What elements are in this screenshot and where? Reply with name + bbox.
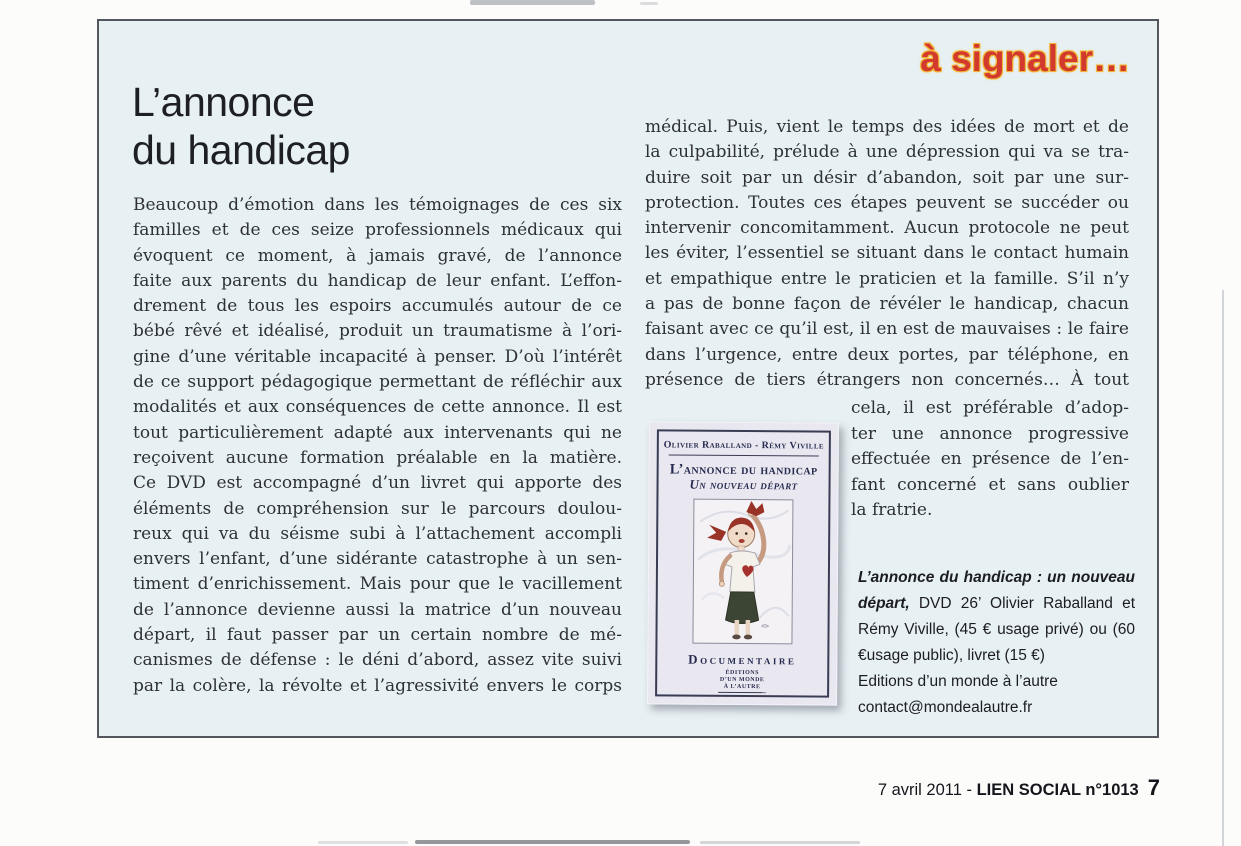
text-line: bébé rêvé et idéalisé, produit un traumatisme à l’ori- — [133, 321, 622, 342]
text-line: faite aux parents du handicap de leur enfant. L’effon- — [133, 270, 622, 291]
dvd-caption-title: L’annonce du handicap : un nouveau départ, — [858, 569, 1135, 612]
footer-date: 7 avril 2011 - — [877, 781, 977, 799]
text-line: médical. Puis, vient le temps des idées de mort et de — [645, 117, 1129, 137]
text-line: présence de tiers étrangers non concernés… À tout — [645, 369, 1129, 390]
article-title — [132, 78, 552, 174]
text-line: la culpabilité, prélude à une dépression qui va se tra- — [645, 142, 1129, 163]
text-line: protection. Toutes ces étapes peuvent se succéder ou — [645, 192, 1129, 213]
text-line: familles et de ces seize professionnels médicaux qui — [133, 220, 622, 241]
text-line: À L’AUTRE — [723, 683, 761, 691]
text-line: D’UN MONDE — [719, 676, 765, 684]
text-line: effectuée en présence de l’en- — [851, 449, 1129, 469]
text-line: a pas de bonne façon de révéler le handicap, chacun — [645, 294, 1129, 315]
text-line: gine d’une véritable incapacité à penser. D’où l’intérêt — [133, 346, 622, 367]
dvd-genre-label: Documentaire — [688, 651, 797, 668]
scan-artifact — [1222, 290, 1224, 846]
girl-illustration-svg — [693, 500, 792, 644]
text-line: reçoivent aucune formation préalable en la matière. — [133, 447, 622, 468]
dvd-cover-illustration — [692, 499, 793, 645]
text-line: Beaucoup d’émotion dans les témoignages de ces six — [133, 195, 622, 215]
text-line: du handicap — [132, 127, 350, 173]
footer-issue: LIEN SOCIAL n°1013 — [976, 781, 1139, 799]
dvd-publisher-logo — [718, 670, 767, 693]
text-line: intervenir concomitamment. Aucun protocole ne peut — [645, 218, 1129, 239]
dvd-caption-contact: contact@mondealautre.fr — [858, 699, 1033, 716]
dvd-caption — [858, 565, 1135, 721]
text-line: de l’annonce devienne aussi la matrice d’un nouveau — [133, 599, 622, 620]
dvd-cover-frame — [655, 429, 831, 697]
text-line: évoquent ce moment, à jamais gravé, de l’annonce — [133, 245, 622, 266]
text-line: timent d’enrichissement. Mais pour que le vacillement — [133, 574, 622, 595]
dvd-cover — [647, 421, 839, 705]
text-line: drement de tous les espoirs accumulés autour de ce — [133, 296, 622, 317]
dvd-title: L’annonce du handicap — [669, 461, 818, 479]
page-footer — [700, 775, 1160, 801]
text-line: envers l’enfant, d’une sidérante catastrophe à un sen- — [133, 549, 622, 570]
text-line: modalités et aux conséquences de cette annonce. Il est — [133, 397, 622, 418]
article-column-left — [133, 193, 622, 699]
text-line: Ce DVD est accompagné d’un livret qui apporte des — [133, 473, 622, 494]
text-line: reux qui va du séisme subi à l’attachement accompli — [133, 523, 622, 544]
dvd-caption-publisher: Editions d’un monde à l’autre — [858, 673, 1058, 690]
text-line: les éviter, l’essentiel se situant dans le contact humain — [645, 243, 1129, 264]
scan-artifact — [700, 841, 860, 844]
text-line: dans l’urgence, entre deux portes, par téléphone, en — [645, 344, 1129, 365]
dvd-divider — [669, 454, 819, 456]
text-line: éléments de compréhension sur le parcours doulou- — [133, 498, 622, 519]
text-line: canismes de défense : le déni d’abord, assez vite suivi — [133, 650, 622, 671]
scan-artifact — [640, 2, 658, 5]
dvd-caption-details: DVD 26’ Olivier Raballand et Rémy Viville, (45 € usage privé) ou (60 €usage public), livret (15 €) — [858, 595, 1135, 664]
section-header: à signaler… — [920, 38, 1130, 79]
scan-artifact — [415, 840, 690, 844]
text-line: cela, il est préférable d’adop- — [851, 398, 1129, 418]
scan-artifact — [318, 841, 408, 844]
text-line: de ce support pédagogique permettant de réfléchir aux — [133, 372, 622, 393]
text-line: ÉDITIONS — [725, 669, 759, 677]
text-line: faisant avec ce qu’il est, il en est de mauvaises : le faire — [645, 319, 1129, 340]
text-line: par la colère, la révolte et l’agressivité envers le corps — [133, 675, 622, 696]
text-line: départ, il faut passer par un certain nombre de mé- — [133, 625, 622, 646]
dvd-authors: Olivier Raballand - Rémy Viville — [663, 439, 825, 452]
dvd-subtitle: Un nouveau départ — [689, 476, 798, 493]
scan-artifact — [470, 0, 595, 5]
text-line: la fratrie. — [851, 500, 933, 520]
text-line: fant concerné et sans oublier — [851, 474, 1129, 495]
text-line: tout particulièrement adapté aux intervenants qui ne — [133, 422, 622, 443]
article-column-right — [645, 115, 1129, 393]
text-line: duire soit par un désir d’abandon, soit par une sur- — [645, 167, 1129, 188]
dvd-caption-text — [858, 565, 1135, 669]
text-line: ter une annonce progressive — [851, 423, 1129, 444]
text-line: L’annonce — [132, 79, 315, 125]
article-column-right-wrapped — [851, 396, 1129, 524]
footer-page-number: 7 — [1147, 775, 1160, 800]
text-line: et empathique entre le praticien et la famille. S’il n’y — [645, 268, 1129, 289]
